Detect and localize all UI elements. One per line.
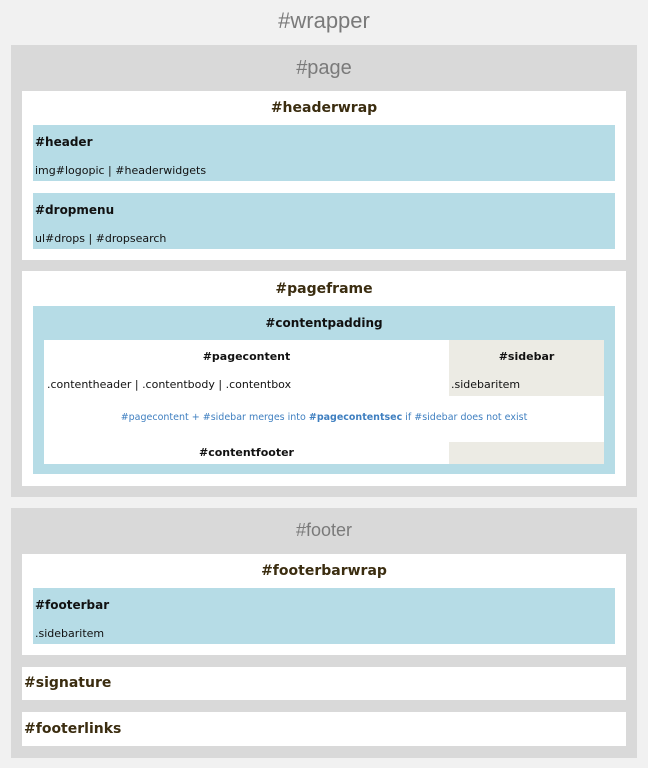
footerlinks-box <box>22 712 626 746</box>
sidebar-box <box>449 340 604 396</box>
footerbarwrap-title: #footerbarwrap <box>261 563 387 579</box>
page-title: #page <box>296 57 352 79</box>
dropmenu-title: #dropmenu <box>35 203 115 217</box>
header-title: #header <box>35 135 93 149</box>
signature-title: #signature <box>24 675 112 691</box>
dropmenu-items: ul#drops | #dropsearch <box>35 232 167 245</box>
sidebar-title: #sidebar <box>498 350 555 363</box>
footerbar-box <box>33 588 615 644</box>
dropmenu-box <box>33 193 615 249</box>
footerbar-items: .sidebaritem <box>35 627 105 640</box>
contentfooter-title: #contentfooter <box>199 446 294 459</box>
merge-note-part2: if #sidebar does not exist <box>402 412 528 423</box>
footer-title: #footer <box>295 520 353 540</box>
pagecontent-title: #pagecontent <box>202 350 291 363</box>
wrapper-title: #wrapper <box>278 8 370 33</box>
footerbar-title: #footerbar <box>35 598 110 612</box>
pageframe-title: #pageframe <box>275 281 373 297</box>
headerwrap-title: #headerwrap <box>270 100 378 116</box>
pagecontent-items: .contentheader | .contentbody | .contentbox <box>47 378 292 391</box>
header-items: img#logopic | #headerwidgets <box>35 164 207 177</box>
merge-note-emphasis: #pagecontentsec <box>308 412 403 423</box>
sidebar-items: .sidebaritem <box>451 378 521 391</box>
merge-note <box>44 412 604 423</box>
contentfooter-sidebar-area <box>449 442 604 464</box>
footerlinks-title: #footerlinks <box>24 721 122 737</box>
signature-box <box>22 667 626 700</box>
merge-note-part1: #pagecontent + #sidebar merges into <box>120 412 309 423</box>
contentpadding-title: #contentpadding <box>265 316 383 330</box>
header-box <box>33 125 615 181</box>
